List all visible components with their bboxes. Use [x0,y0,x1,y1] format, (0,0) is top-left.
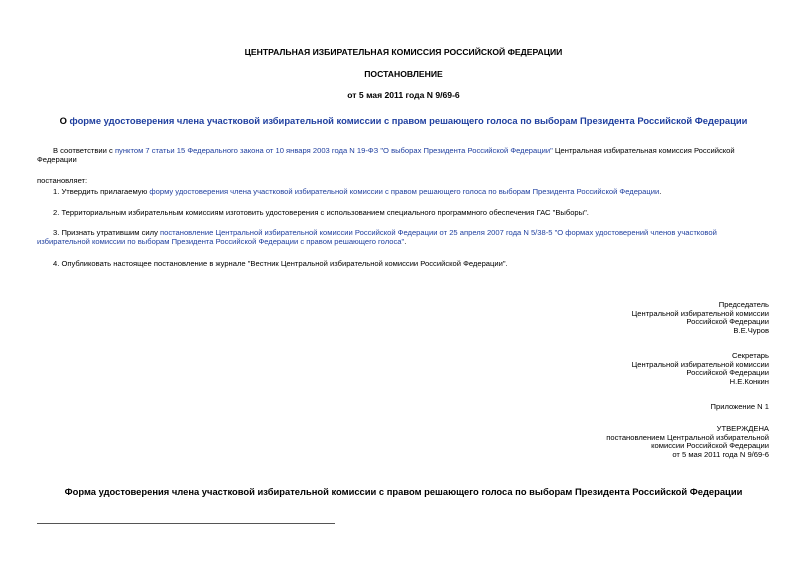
chair-line-3: Российской Федерации [686,317,769,327]
document-type: ПОСТАНОВЛЕНИЕ [364,69,443,79]
secretary-line-3: Российской Федерации [686,368,769,378]
secretary-role: Секретарь [731,351,769,360]
chair-name: В.Е.Чуров [733,326,769,336]
item-3-pre: 3. Признать утратившим силу [53,228,160,237]
item-2: 2. Территориальным избирательным комиссиям изготовить удостоверения с использованием специального программного обеспечения ГАС "Выборы". [53,208,589,217]
item-3-post: . [404,236,407,246]
approval-block [469,425,769,460]
chair-line-2: Центральной избирательной комиссии [631,308,769,318]
secretary-signature [469,352,769,387]
secretary-name: Н.Е.Конкин [729,377,769,387]
form-title: Форма удостоверения члена участковой избирательной комиссии с правом решающего голоса по выборам Президента Российской Федерации [64,486,743,497]
item-4: 4. Опубликовать настоящее постановление в журнале "Вестник Центральной избирательной комиссии Российской Федерации". [53,259,508,268]
title-link[interactable]: форме удостоверения члена участковой избирательной комиссии с правом решающего голоса по выборам Президента Российской Федерации [69,115,748,126]
organization-title: ЦЕНТРАЛЬНАЯ ИЗБИРАТЕЛЬНАЯ КОМИССИЯ РОССИЙСКОЙ ФЕДЕРАЦИИ [244,47,563,57]
item-3 [37,229,769,246]
item-1-pre: 1. Утвердить прилагаемую [53,187,150,196]
item-1-form-link[interactable]: форму удостоверения члена участковой избирательной комиссии с правом решающего голоса по выборам Президента Российской Федерации [149,187,660,196]
preamble-paragraph [37,147,769,164]
approval-line-1: постановлением Центральной избирательной [606,432,769,442]
title-prefix: О [59,115,70,126]
item-3-resolution-link[interactable]: постановление Центральной избирательной комиссии Российской Федерации от 25 апреля 2007 года N 5/38-5 "О формах удостоверений членов участковой избирательной комиссии по выборам Президента Российской Федерации с правом решающего голоса" [37,228,717,246]
preamble-post: Центральная избирательная комиссия Российской Федерации [37,146,735,164]
appendix-label: Приложение N 1 [710,402,769,411]
item-1-post: . [659,187,662,196]
preamble-law-link[interactable]: пунктом 7 статьи 15 Федерального закона от 10 января 2003 года N 19-ФЗ "О выборах Президента Российской Федерации" [114,146,553,155]
chair-role: Председатель [718,300,769,309]
item-1 [37,188,769,197]
approval-line-2: комиссии Российской Федерации [651,441,769,451]
document-date-number: от 5 мая 2011 года N 9/69-6 [347,90,460,100]
approved-label: УТВЕРЖДЕНА [716,424,769,433]
resolves-label: постановляет: [37,176,88,185]
preamble-pre: В соответствии с [53,146,115,155]
secretary-line-2: Центральной избирательной комиссии [631,359,769,369]
separator-line [37,523,335,524]
chair-signature [469,301,769,336]
approval-line-3: от 5 мая 2011 года N 9/69-6 [672,450,769,460]
document-title [0,116,807,127]
